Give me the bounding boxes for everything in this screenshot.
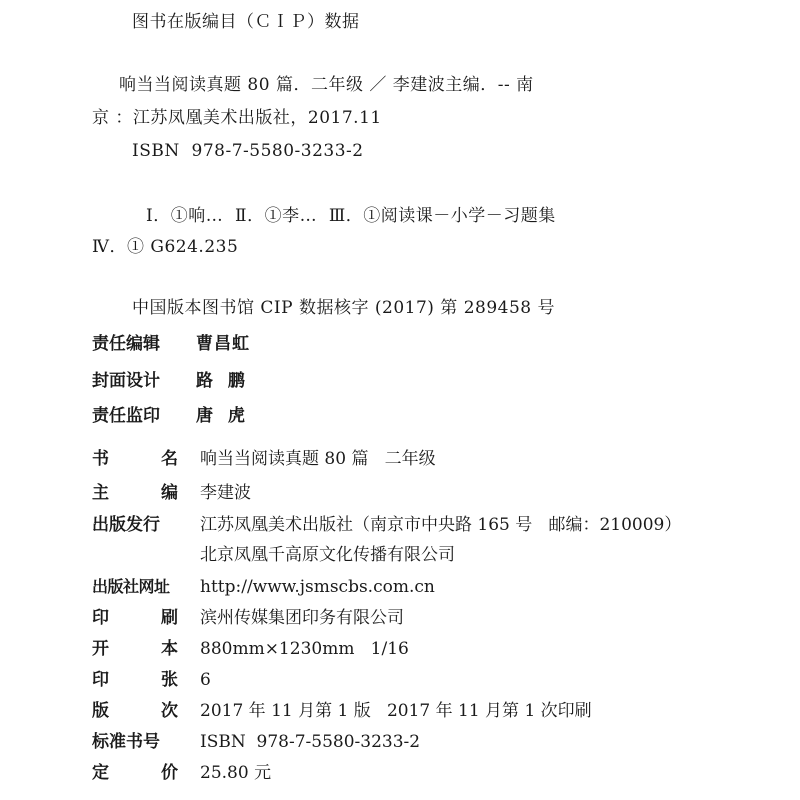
detail-label-printer-char-1: 印 [92,608,109,628]
cip-isbn-line: ISBN 978-7-5580-3233-2 [132,141,364,161]
cip-description-line-2: 京 ：江苏凤凰美术出版社，2017.11 [92,108,382,128]
cip-classification-line-2: Ⅳ．① G624.235 [92,237,239,257]
detail-label-standard-book-number: 标准书号 [92,732,160,752]
detail-value-standard-book-number: ISBN 978-7-5580-3233-2 [200,732,421,752]
detail-label-edition [92,700,178,722]
detail-value-format: 880mm×1230mm 1/16 [200,639,409,659]
staff-label-responsible-editor: 责任编辑 [92,334,160,354]
staff-label-print-supervisor: 责任监印 [92,406,160,426]
cip-description-line-1: 响当当阅读真题 80 篇．二年级 ／ 李建波主编．-- 南 [119,75,534,95]
detail-label-edition-char-1: 版 [92,701,109,721]
detail-value-editor: 李建波 [200,483,251,503]
detail-label-printer-char-2: 刷 [161,608,178,628]
detail-label-title [92,448,178,470]
detail-label-edition-char-2: 次 [161,701,178,721]
cip-classification-line-1: Ⅰ．①响… Ⅱ．①李… Ⅲ．①阅读课－小学－习题集 [146,206,556,226]
detail-value-sheets: 6 [200,670,211,690]
detail-label-price-char-2: 价 [161,763,178,783]
detail-value-edition: 2017 年 11 月第 1 版 2017 年 11 月第 1 次印刷 [200,701,592,721]
detail-label-sheets [92,669,178,691]
detail-value-publisher: 江苏凤凰美术出版社（南京市中央路 165 号 邮编：210009） [200,515,682,535]
detail-label-format [92,638,178,660]
detail-label-price [92,762,178,784]
detail-label-website: 出版社网址 [92,577,170,596]
detail-label-sheets-char-2: 张 [161,670,178,690]
detail-label-price-char-1: 定 [92,763,109,783]
detail-label-editor-char-1: 主 [92,483,109,503]
staff-value-print-supervisor: 唐 虎 [196,406,246,426]
detail-label-title-char-2: 名 [161,449,178,469]
staff-value-responsible-editor: 曹昌虹 [196,334,250,354]
detail-label-printer [92,607,178,629]
detail-label-title-char-1: 书 [92,449,109,469]
cip-core-number: 中国版本图书馆 CIP 数据核字 (2017) 第 289458 号 [132,298,556,318]
cip-heading: 图书在版编目（ＣＩＰ）数据 [132,12,360,32]
detail-label-format-char-1: 开 [92,639,109,659]
detail-value-printer: 滨州传媒集团印务有限公司 [200,608,404,628]
detail-value-price: 25.80 元 [200,763,272,783]
detail-label-editor [92,482,178,504]
detail-label-publisher: 出版发行 [92,515,160,535]
detail-label-sheets-char-1: 印 [92,670,109,690]
staff-label-cover-design: 封面设计 [92,371,160,391]
detail-value-website: http://www.jsmscbs.com.cn [200,577,435,597]
staff-value-cover-design: 路 鹏 [196,371,246,391]
detail-value-publisher-line-2: 北京凤凰千高原文化传播有限公司 [200,545,455,565]
detail-label-format-char-2: 本 [161,639,178,659]
detail-label-editor-char-2: 编 [161,483,178,503]
detail-value-title: 响当当阅读真题 80 篇 二年级 [200,449,436,469]
